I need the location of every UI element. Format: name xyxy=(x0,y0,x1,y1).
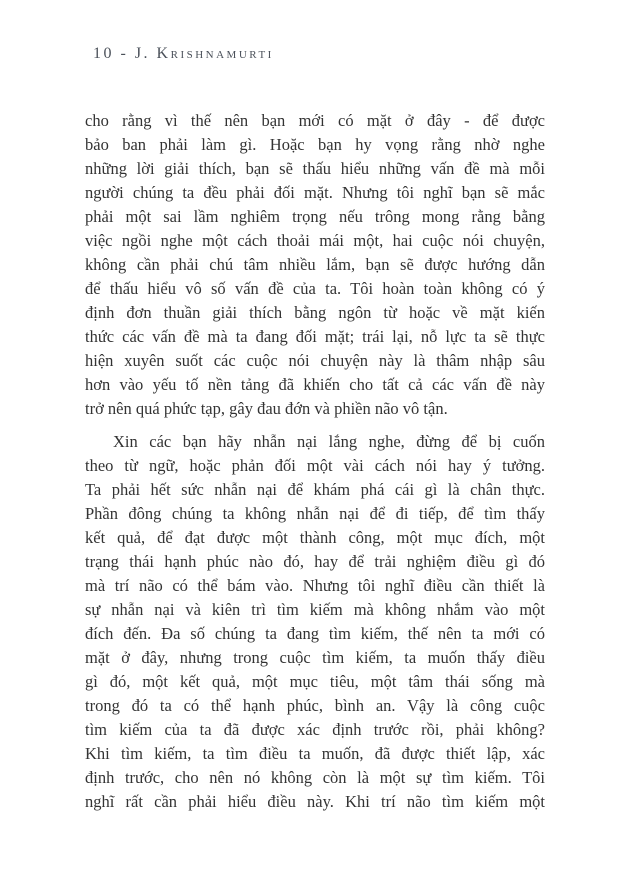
text-line: định đơn thuần giải thích bằng ngôn từ hoặc về mặt kiến xyxy=(85,303,545,322)
text-line: những lời giải thích, bạn sẽ thấu hiểu những vấn đề mà mỗi xyxy=(85,159,545,178)
text-line: gì đó, một kết quả, một mục tiêu, một tâm thái sống mà xyxy=(85,672,545,691)
text-line: mà trí não có thể bám vào. Nhưng tôi nghĩ điều cần thiết là xyxy=(85,576,545,595)
text-line: hơn vào yếu tố nền tảng đã khiến cho tất cả các vấn đề này xyxy=(85,375,545,394)
text-line: người chúng ta đều phải đối mặt. Nhưng tôi nghĩ bạn sẽ mắc xyxy=(85,183,545,202)
text-line: nghĩ rất cần phải hiểu điều này. Khi trí não tìm kiếm một xyxy=(85,792,545,811)
text-line: thức các vấn đề mà ta đang đối mặt; trái lại, nỗ lực ta sẽ thực xyxy=(85,327,545,346)
text-line: Phần đông chúng ta không nhẫn nại để đi tiếp, để tìm thấy xyxy=(85,504,545,523)
text-line: trong đó ta có thể hạnh phúc, bình an. Vậy là công cuộc xyxy=(85,696,545,715)
text-line: việc ngồi nghe một cách thoải mái một, hai cuộc nói chuyện, xyxy=(85,231,545,250)
text-line: mặt ở đây, nhưng trong cuộc tìm kiếm, ta muốn thấy điều xyxy=(85,648,545,667)
text-line: đích đến. Đa số chúng ta đang tìm kiếm, thế nên ta mới có xyxy=(85,624,545,643)
text-line: Khi tìm kiếm, ta tìm điều ta muốn, đã được thiết lập, xác xyxy=(85,744,545,763)
text-line: Ta phải hết sức nhẫn nại để khám phá cái gì là chân thực. xyxy=(85,480,545,499)
running-header: 10 - J. Krishnamurti xyxy=(93,45,274,62)
text-line: trạng thái hạnh phúc nào đó, hay để trải nghiệm điều gì đó xyxy=(85,552,545,571)
text-line: định trước, cho nên nó không còn là một sự tìm kiếm. Tôi xyxy=(85,768,545,787)
text-line: phải một sai lầm nghiêm trọng nếu trông mong rằng bằng xyxy=(85,207,545,226)
text-line: theo từ ngữ, hoặc phản đối một vài cách nói hay ý tưởng. xyxy=(85,456,545,475)
text-line: trở nên quá phức tạp, gây đau đớn và phiền não vô tận. xyxy=(85,399,448,418)
text-line: không cần phải chú tâm nhiều lắm, bạn sẽ được hướng dẫn xyxy=(85,255,545,274)
body-text xyxy=(85,109,545,814)
paragraph xyxy=(85,109,545,421)
text-line: cho rằng vì thế nên bạn mới có mặt ở đây - để được xyxy=(85,111,545,130)
text-line: để thấu hiểu vô số vấn đề của ta. Tôi hoàn toàn không có ý xyxy=(85,279,545,298)
text-line: hiện xuyên suốt các cuộc nói chuyện này là thâm nhập sâu xyxy=(85,351,545,370)
text-line: Xin các bạn hãy nhẫn nại lắng nghe, đừng để bị cuốn xyxy=(113,432,545,451)
text-line: tìm kiếm của ta đã được xác định trước rồi, phải không? xyxy=(85,720,545,739)
text-line: kết quả, để đạt được một thành công, một mục đích, một xyxy=(85,528,545,547)
paragraph xyxy=(85,430,545,814)
text-line: bảo ban phải làm gì. Hoặc bạn hy vọng rằng nhờ nghe xyxy=(85,135,545,154)
text-line: sự nhẫn nại và kiên trì tìm kiếm mà không nhắm vào một xyxy=(85,600,545,619)
